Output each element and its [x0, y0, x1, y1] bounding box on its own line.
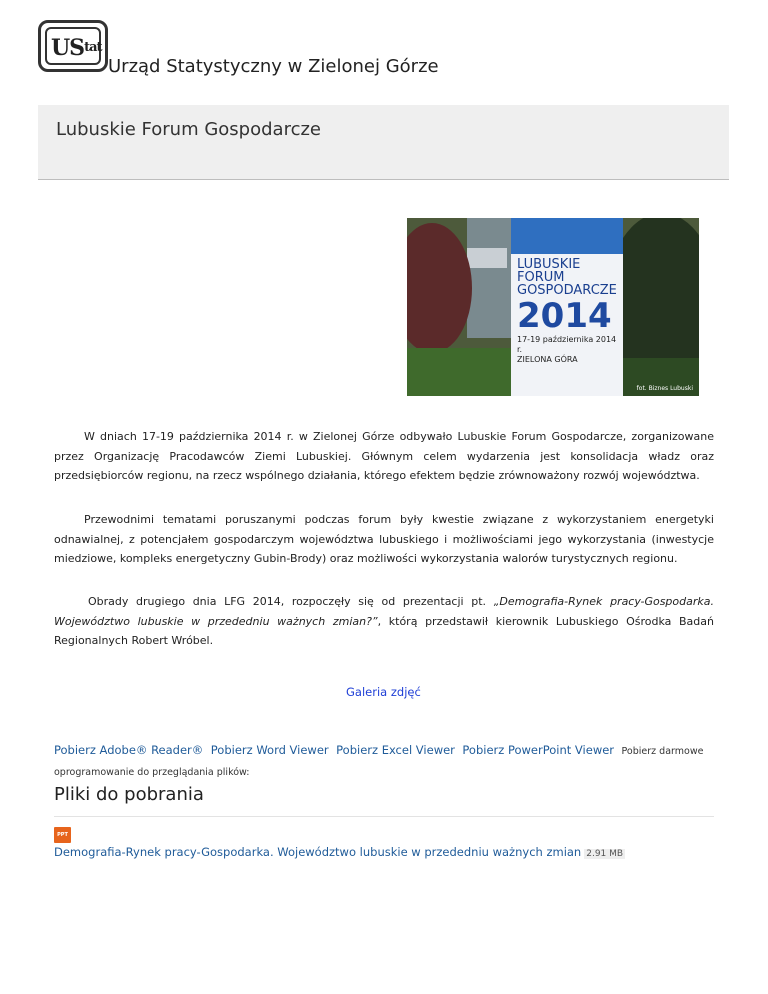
download-word-viewer-link[interactable]: Pobierz Word Viewer [210, 743, 329, 757]
file-size-badge: 2.91 MB [586, 849, 624, 859]
flag-city: ZIELONA GÓRA [517, 355, 578, 364]
download-adobe-reader-link[interactable]: Pobierz Adobe® Reader® [54, 743, 204, 757]
ppt-file-icon: PPT [54, 827, 71, 843]
logo-text-small: tat [84, 40, 102, 55]
download-powerpoint-viewer-link[interactable]: Pobierz PowerPoint Viewer [462, 743, 615, 757]
page-title: Lubuskie Forum Gospodarcze [56, 119, 321, 140]
viewer-downloads [54, 740, 714, 783]
event-photo [407, 218, 699, 396]
downloads-note: Pobierz darmowe oprogramowanie do przeglądania plików: [54, 746, 704, 778]
flag-dates: 17-19 października 2014 r. [517, 335, 617, 354]
flag-text [517, 258, 623, 365]
page-banner [38, 105, 729, 180]
download-excel-viewer-link[interactable]: Pobierz Excel Viewer [336, 743, 455, 757]
file-download-link[interactable]: Demografia-Rynek pracy-Gospodarka. Województwo lubuskie w przededniu ważnych zmian [54, 845, 582, 859]
article-paragraph-2: Przewodnimi tematami poruszanymi podczas forum były kwestie związane z wykorzystaniem energetyki odnawialnej, z potencjałem gospodarczym województwa lubuskiego i możliwościami jego wykorzystania (inwestycje miedziowe, kompleks energetyczny Gubin-Brody) oraz możliwości wykorzystania walorów turystycznych regionu. [54, 513, 714, 565]
flag-line-3: GOSPODARCZE [517, 283, 617, 298]
files-divider [54, 816, 714, 817]
ustat-logo[interactable] [38, 20, 108, 72]
logo-mark [45, 27, 101, 65]
photo-credit: fot. Biznes Lubuski [636, 385, 693, 392]
para3-text-before: Obrady drugiego dnia LFG 2014, rozpoczęły się od prezentacji pt. [88, 595, 494, 608]
gallery-link[interactable]: Galeria zdjęć [346, 685, 421, 699]
article-paragraph-1: W dniach 17-19 października 2014 r. w Zielonej Górze odbywało Lubuskie Forum Gospodarcze, zorganizowane przez Organizację Pracodawców Ziemi Lubuskiej. Głównym celem wydarzenia jest konsolidacja władz oraz przedsiębiorców regionu, na rzecz wspólnego działania, którego efektem będzie zrównoważony rozwój województwa. [54, 430, 714, 482]
flag-top-stripe [511, 218, 623, 254]
flag-year: 2014 [517, 296, 612, 336]
flag-line-1: LUBUSKIE [517, 257, 581, 272]
flag-line-2: FORUM [517, 270, 565, 285]
presentation-title: „Demografia-Rynek pracy-Gospodarka. Województwo lubuskie w przededniu ważnych zmian?” [54, 595, 714, 628]
logo-text-main: US [51, 35, 85, 61]
file-item [54, 845, 625, 859]
site-title: Urząd Statystyczny w Zielonej Górze [108, 56, 439, 77]
files-heading: Pliki do pobrania [54, 784, 204, 805]
para3-text-after: , którą przedstawił kierownik Lubuskiego Ośrodka Badań Regionalnych Robert Wróbel. [54, 614, 714, 647]
article-paragraph-3 [54, 592, 714, 651]
forum-banner-flag [511, 218, 623, 396]
